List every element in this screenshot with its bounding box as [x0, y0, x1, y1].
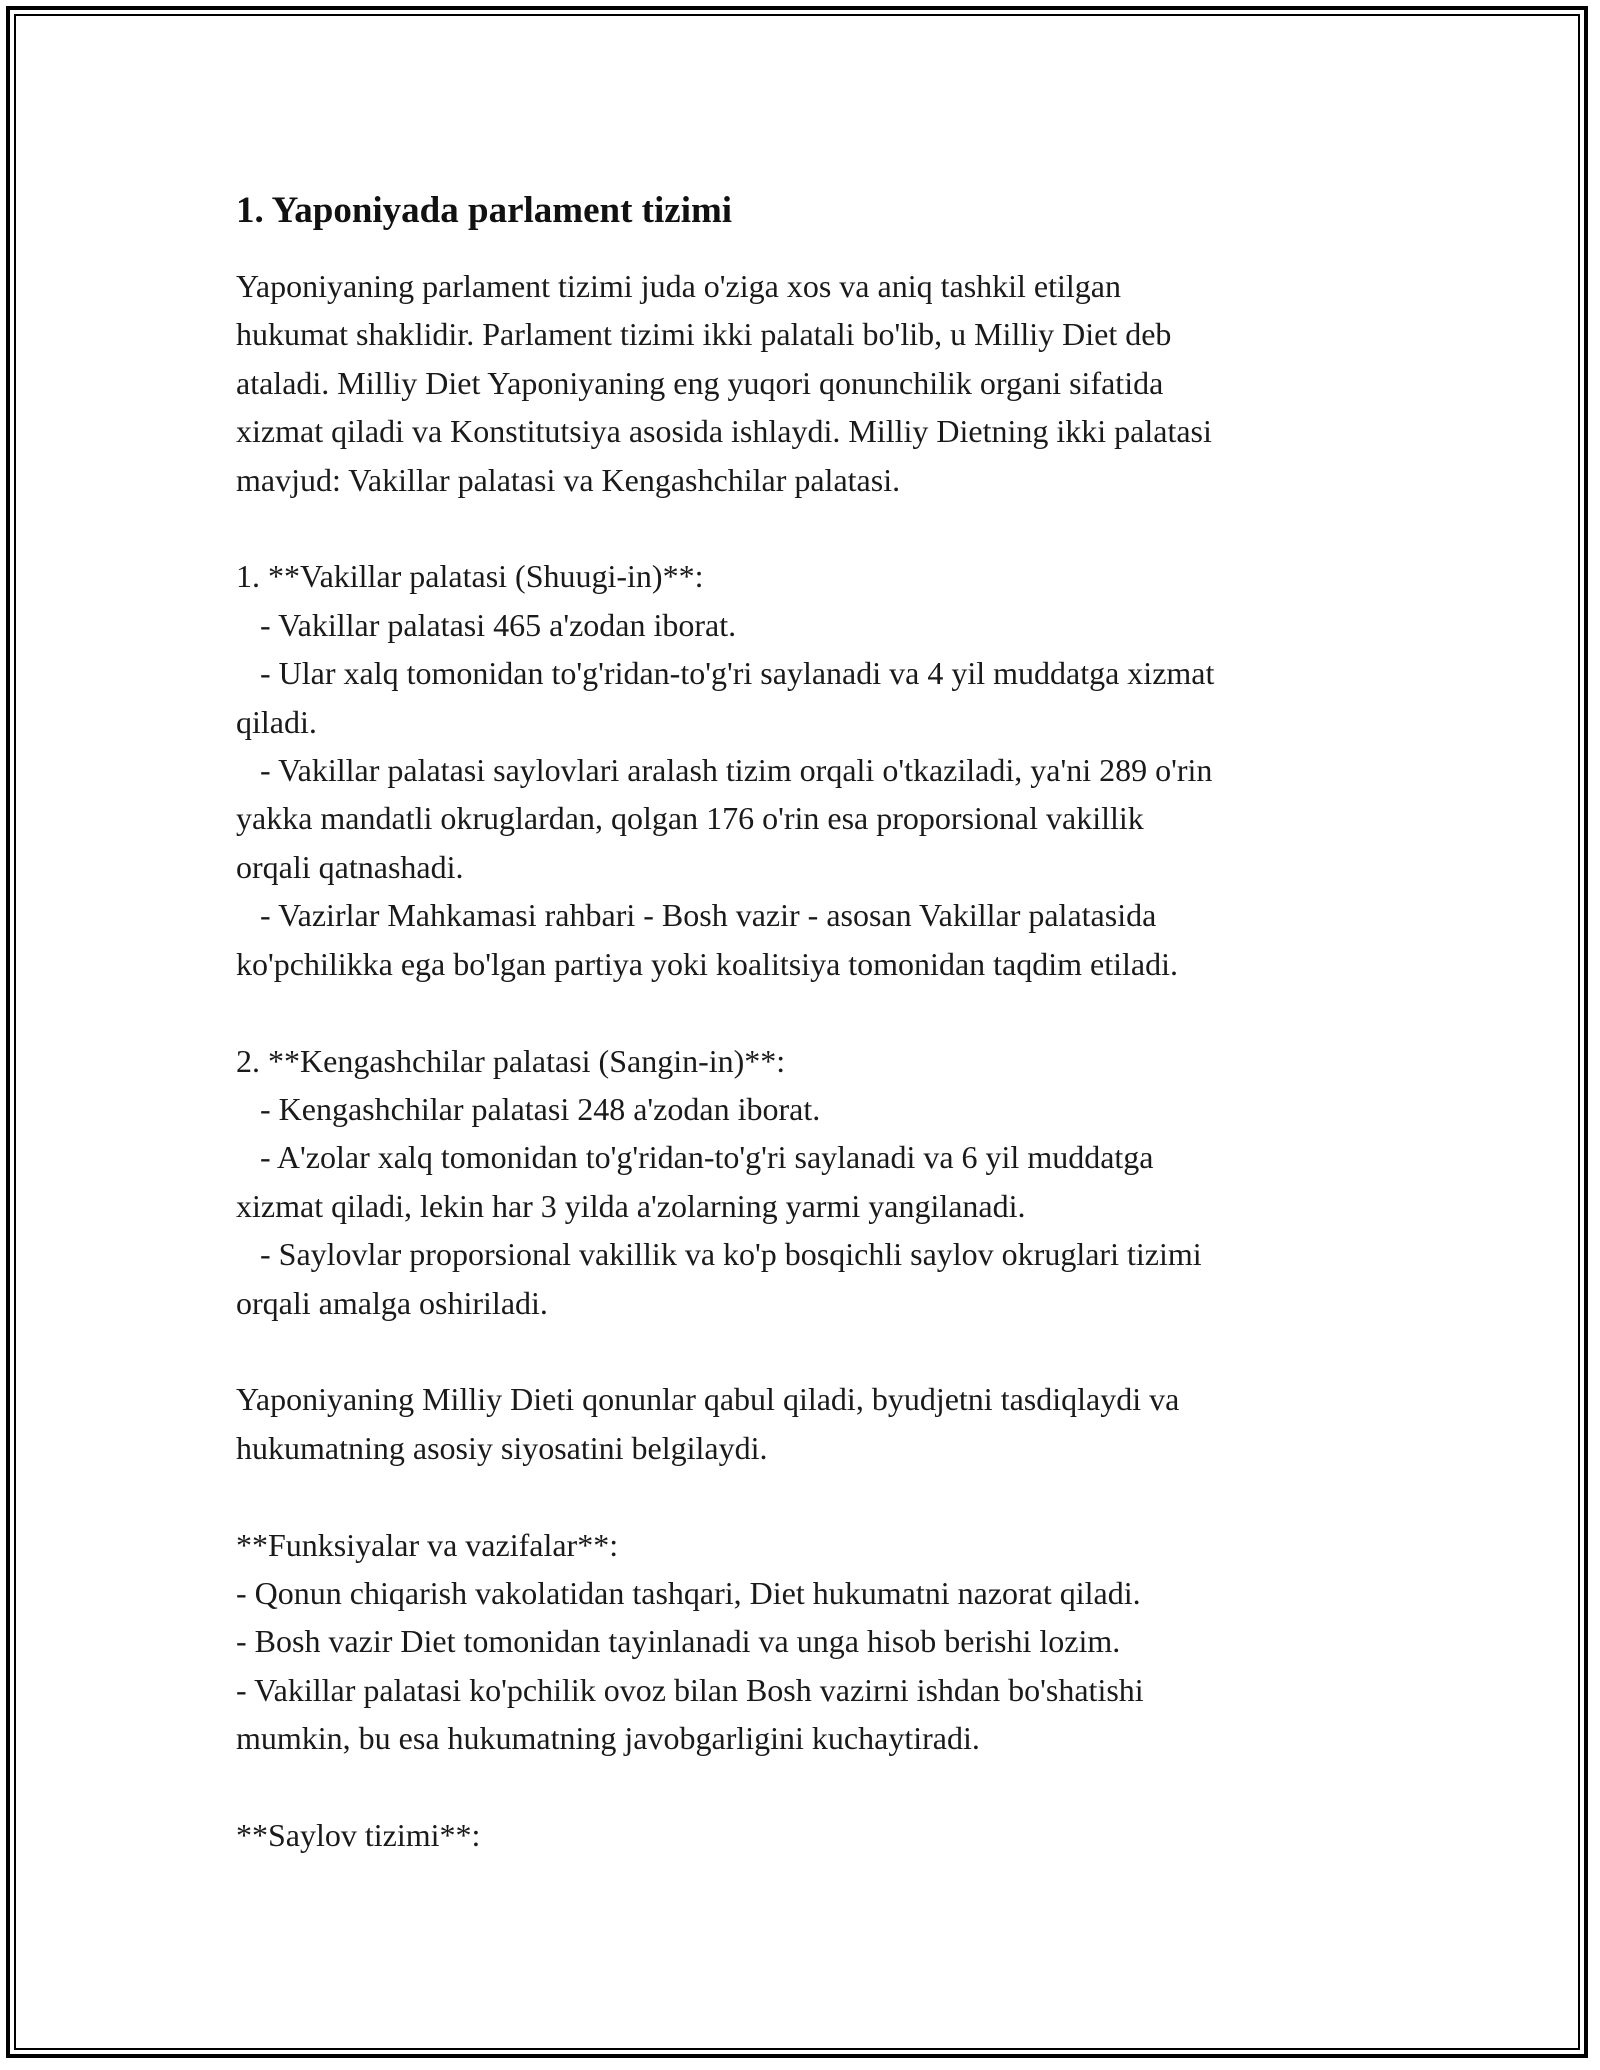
- document-body: Yaponiyaning parlament tizimi juda o'ziga xos va aniq tashkil etilgan hukumat shaklidir. Parlament tizimi ikki palatali bo'lib, u Milliy Diet deb ataladi. Milliy Diet Yaponiyaning eng yuqori qonunchilik organi sifatida xizmat qiladi va Konstitutsiya asosida ishlaydi. Milliy Dietning ikki palatasi mavjud: Vakillar palatasi va Kengashchilar palatasi. 1. **Vakillar palatasi (Shuugi-in)**: - Vakillar palatasi 465 a'zodan iborat. - Ular xalq tomonidan to'g'ridan-to'g'ri saylanadi va 4 yil muddatga xizmat qiladi. - Vakillar palatasi saylovlari aralash tizim orqali o'tkaziladi, ya'ni 289 o'rin yakka mandatli okruglardan, qolgan 176 o'rin esa proporsional vakillik orqali qatnashadi. - Vazirlar Mahkamasi rahbari - Bosh vazir - asosan Vakillar palatasida ko'pchilikka ega bo'lgan partiya yoki koalitsiya tomonidan taqdim etiladi. 2. **Kengashchilar palatasi (Sangin-in)**: - Kengashchilar palatasi 248 a'zodan iborat. - A'zolar xalq tomonidan to'g'ridan-to'g'ri saylanadi va 6 yil muddatga xizmat qiladi, lekin har 3 yilda a'zolarning yarmi yangilanadi. - Saylovlar proporsional vakillik va ko'p bosqichli saylov okruglari tizimi orqali amalga oshiriladi. Yaponiyaning Milliy Dieti qonunlar qabul qiladi, byudjetni tasdiqlaydi va hukumatning asosiy siyosatini belgilaydi. **Funksiyalar va vazifalar**: - Qonun chiqarish vakolatidan tashqari, Diet hukumatni nazorat qiladi. - Bosh vazir Diet tomonidan tayinlanadi va unga hisob berishi lozim. - Vakillar palatasi ko'pchilik ovoz bilan Bosh vazirni ishdan bo'shatishi mumkin, bu esa hukumatning javobgarligini kuchaytiradi. **Saylov tizimi**:: [236, 268, 1215, 1853]
- document-heading: 1. Yaponiyada parlament tizimi: [236, 190, 733, 231]
- document-content: [236, 186, 1376, 1859]
